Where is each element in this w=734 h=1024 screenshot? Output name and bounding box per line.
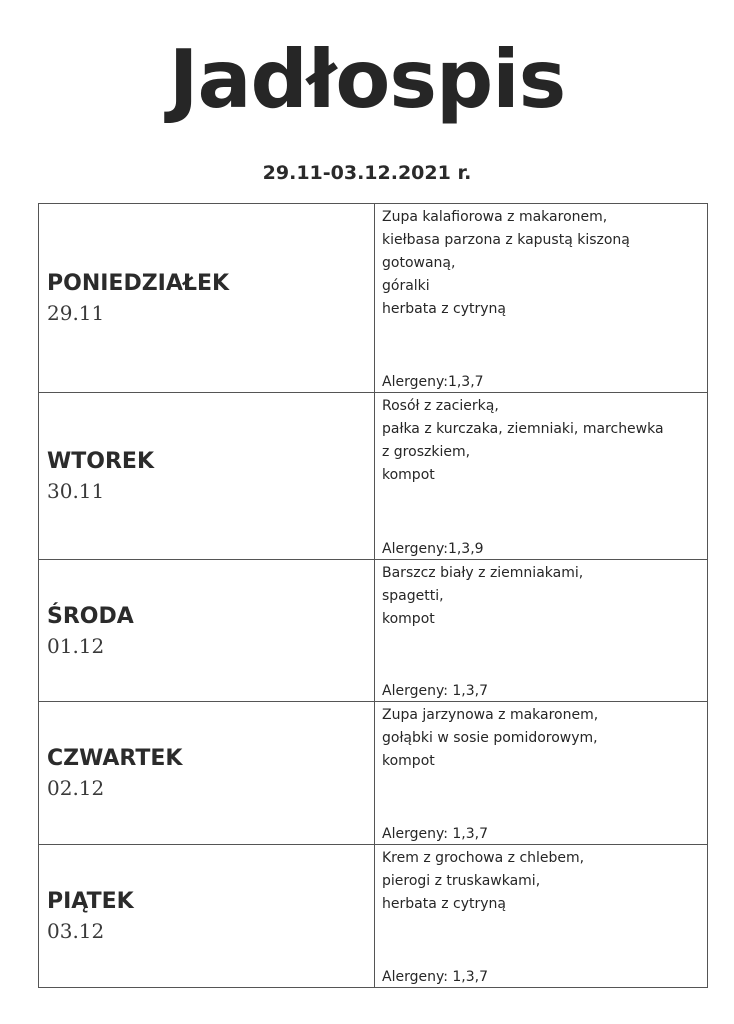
meal-line: pałka z kurczaka, ziemniaki, marchewka (382, 421, 664, 437)
meal-line: kompot (382, 753, 435, 769)
meal-line: spagetti, (382, 588, 444, 604)
meal-line: góralki (382, 278, 430, 294)
meal-cell (375, 204, 708, 393)
day-name: ŚRODA (47, 603, 134, 629)
meal-line: Zupa jarzynowa z makaronem, (382, 707, 599, 723)
meal-line: herbata z cytryną (382, 301, 506, 317)
meal-cell (375, 393, 708, 560)
day-name: PONIEDZIAŁEK (47, 271, 230, 296)
day-cell (39, 204, 375, 393)
meal-line: Zupa kalafiorowa z makaronem, (382, 209, 608, 225)
table-row-thursday (39, 702, 708, 845)
day-cell (39, 845, 375, 988)
meal-line: kompot (382, 467, 435, 483)
meal-line: kiełbasa parzona z kapustą kiszoną (382, 232, 630, 248)
allergens-label: Alergeny: 1,3,7 (382, 826, 489, 842)
day-name: CZWARTEK (47, 746, 183, 771)
table-row-tuesday (39, 393, 708, 560)
page-title: Jadłospis (168, 33, 566, 126)
meal-line: gotowaną, (382, 255, 456, 271)
day-cell (39, 560, 375, 702)
table-row-friday (39, 845, 708, 988)
meal-line: gołąbki w sosie pomidorowym, (382, 730, 598, 746)
meal-line: z groszkiem, (382, 444, 471, 460)
table-row-wednesday (39, 560, 708, 702)
meal-line: pierogi z truskawkami, (382, 873, 541, 889)
date-range: 29.11-03.12.2021 r. (262, 162, 472, 184)
meal-line: kompot (382, 611, 435, 627)
day-date: 03.12 (47, 919, 105, 943)
table-row-monday (39, 204, 708, 393)
day-date: 01.12 (47, 633, 105, 658)
meal-line: Krem z grochowa z chlebem, (382, 850, 585, 866)
day-date: 30.11 (47, 479, 105, 503)
day-cell (39, 393, 375, 560)
meal-line: herbata z cytryną (382, 896, 506, 912)
day-date: 29.11 (47, 301, 105, 325)
meal-cell (375, 702, 708, 845)
day-name: PIĄTEK (47, 889, 134, 914)
day-date: 02.12 (47, 776, 105, 800)
allergens-label: Alergeny:1,3,7 (382, 374, 484, 390)
meal-cell (375, 845, 708, 988)
allergens-label: Alergeny: 1,3,7 (382, 683, 489, 699)
allergens-label: Alergeny: 1,3,7 (382, 969, 489, 985)
meal-line: Rosół z zacierką, (382, 398, 499, 414)
meal-cell (375, 560, 708, 702)
day-name: WTOREK (47, 449, 154, 474)
menu-table (38, 203, 708, 988)
allergens-label: Alergeny:1,3,9 (382, 541, 484, 557)
meal-line: Barszcz biały z ziemniakami, (382, 565, 584, 581)
day-cell (39, 702, 375, 845)
